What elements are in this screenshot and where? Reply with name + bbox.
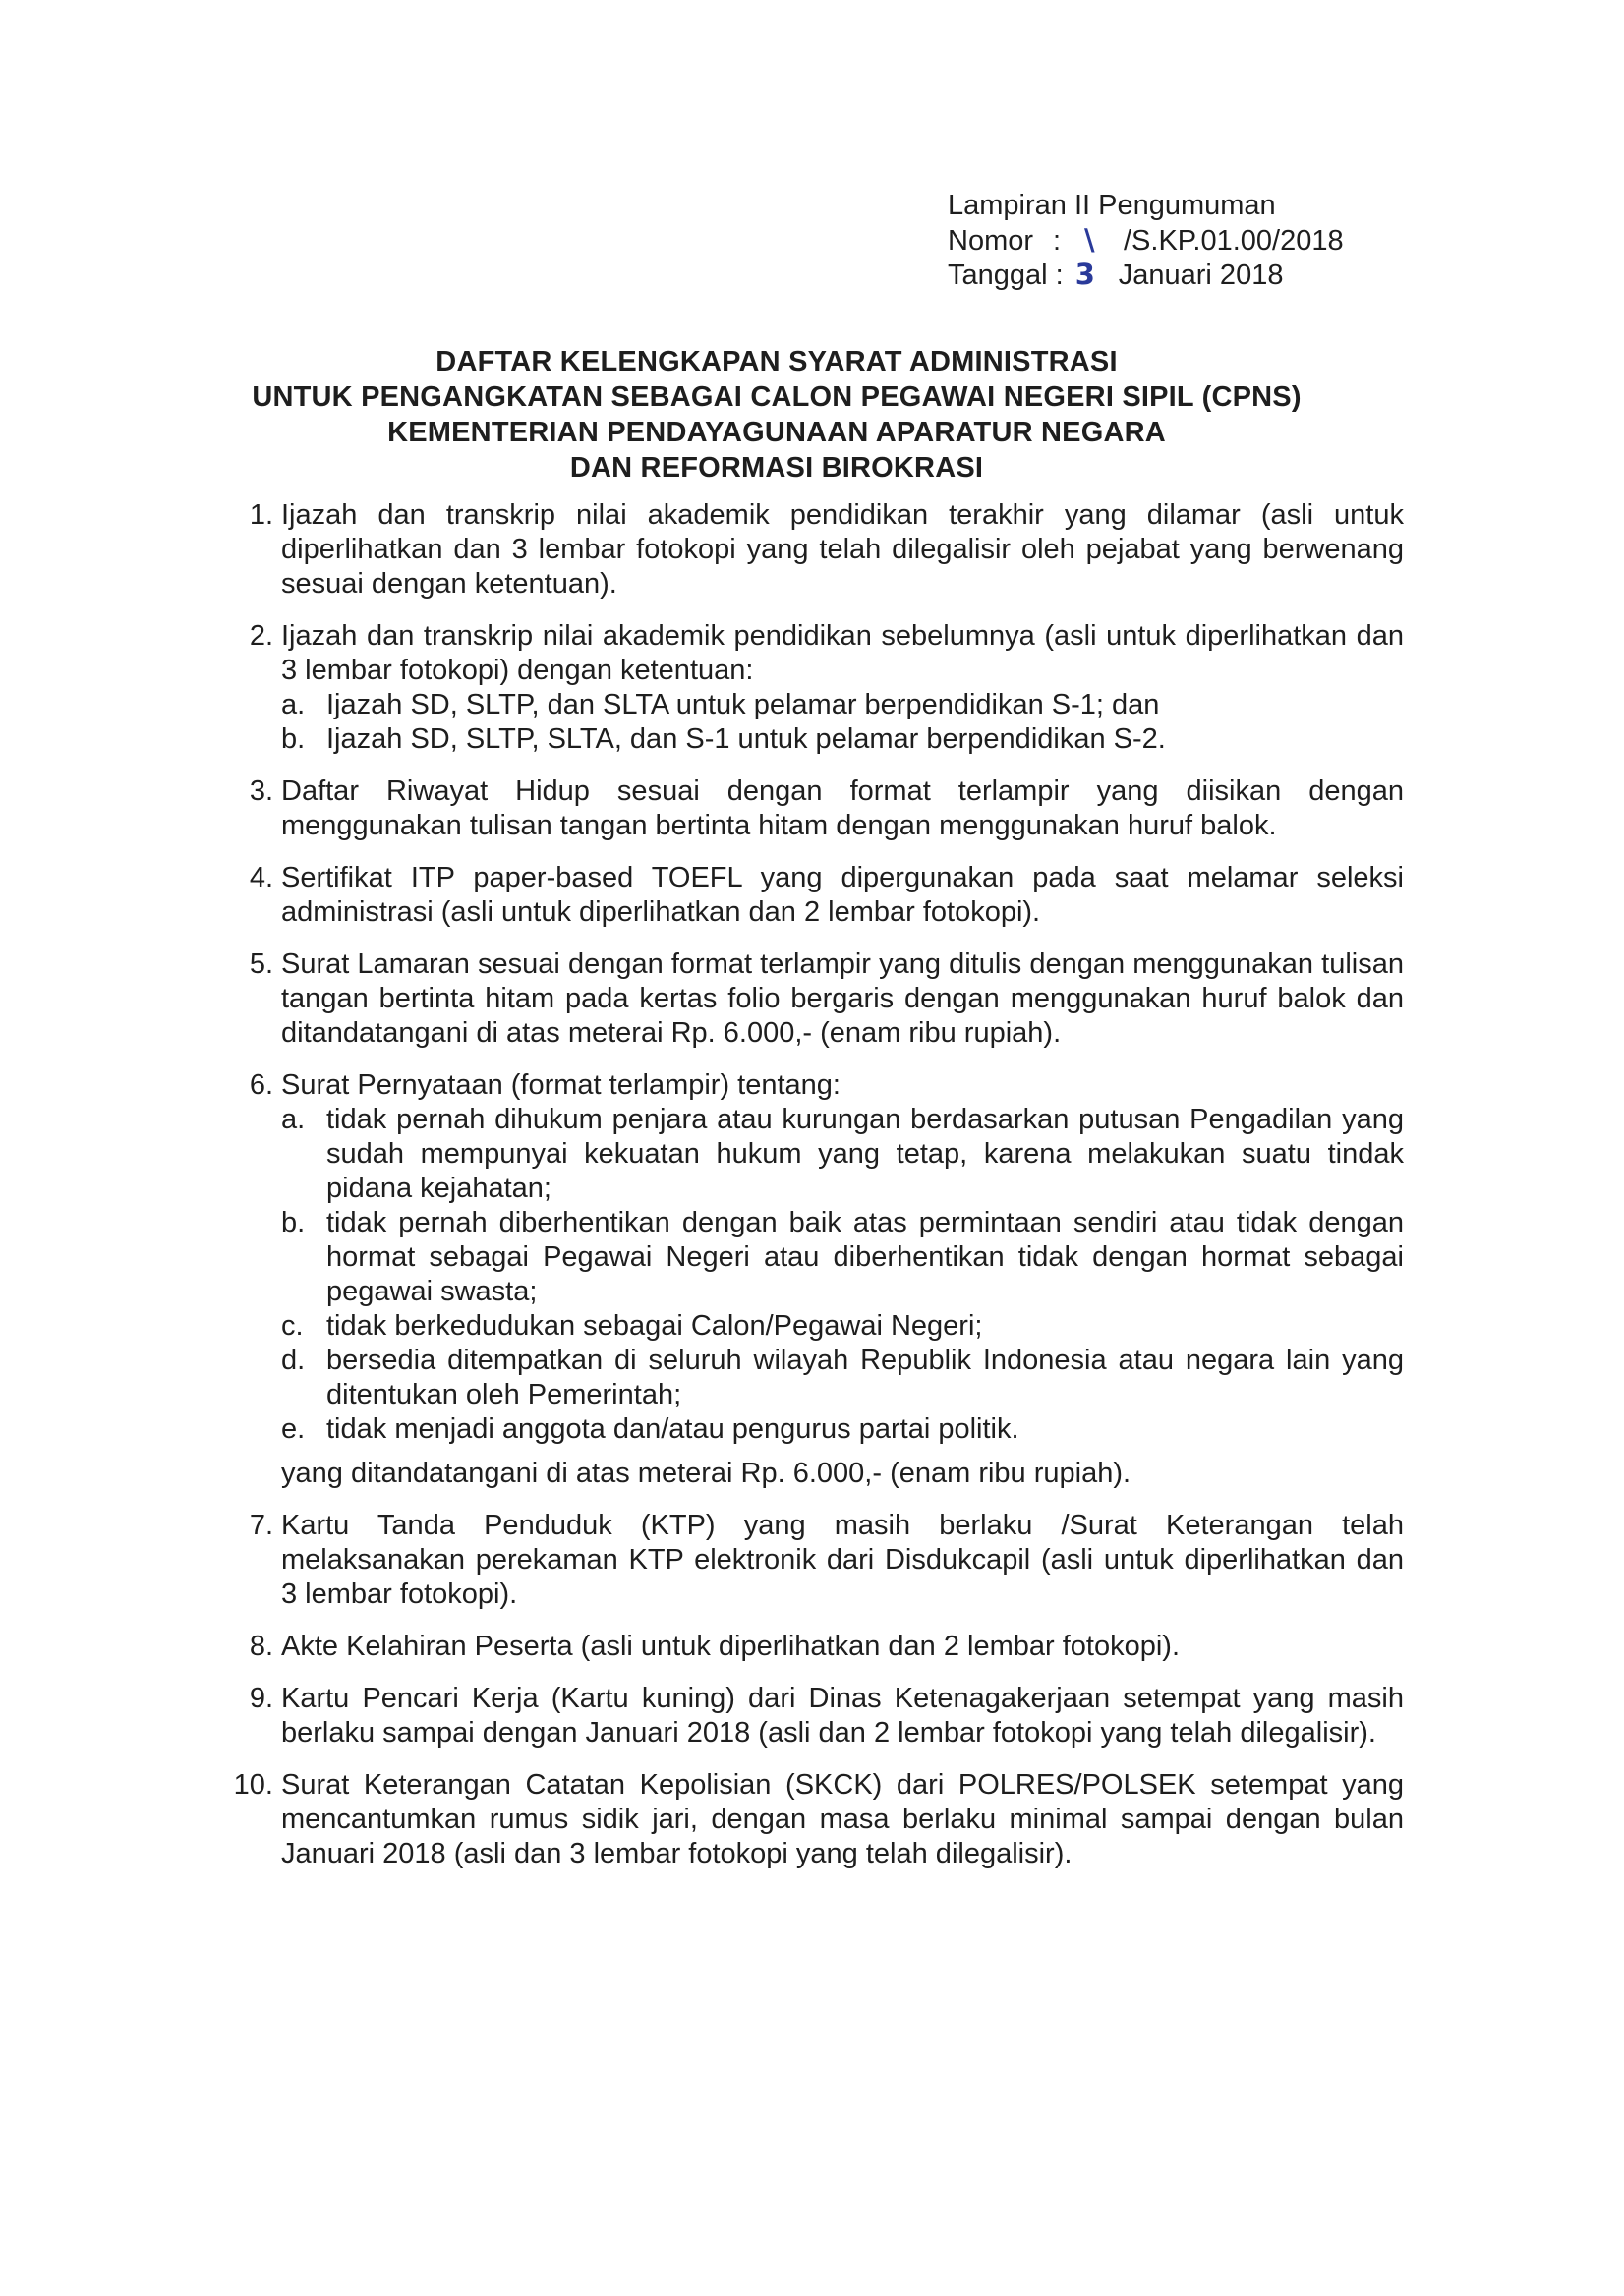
item-text: Ijazah dan transkrip nilai akademik pendidikan terakhir yang dilamar (asli untuk diperlihatkan dan 3 lembar fotokopi yang telah dilegalisir oleh pejabat yang berwenang sesuai dengan ketentuan). (281, 499, 1404, 600)
item-number: 10. (233, 1769, 273, 1801)
item-note: yang ditandatangani di atas meterai Rp. 6.000,- (enam ribu rupiah). (281, 1458, 1131, 1489)
sub-item-letter: c. (281, 1310, 304, 1342)
list-item (234, 498, 1404, 602)
list-item (234, 1630, 1404, 1664)
tanggal-label: Tanggal : (948, 259, 1064, 291)
title-line: KEMENTERIAN PENDAYAGUNAAN APARATUR NEGARA (387, 417, 1166, 448)
item-number: 1. (249, 499, 273, 531)
item-text: Kartu Tanda Penduduk (KTP) yang masih berlaku /Surat Keterangan telah melaksanakan perekaman KTP elektronik dari Disdukcapil (asli untuk diperlihatkan dan 3 lembar fotokopi). (281, 1510, 1404, 1610)
sub-item-letter: b. (281, 1207, 306, 1238)
sub-item-letter: a. (281, 1104, 306, 1135)
list-item (234, 861, 1404, 930)
sub-item-text: Ijazah SD, SLTP, SLTA, dan S-1 untuk pelamar berpendidikan S-2. (326, 723, 1166, 755)
list-item (234, 619, 1404, 757)
sub-item-text: tidak berkedudukan sebagai Calon/Pegawai Negeri; (326, 1310, 983, 1342)
tanggal-handwritten: 3 (1074, 258, 1095, 291)
list-item (234, 1682, 1404, 1751)
item-text: Akte Kelahiran Peserta (asli untuk diperlihatkan dan 2 lembar fotokopi). (281, 1631, 1181, 1662)
sub-item (281, 1206, 1404, 1309)
item-text: Ijazah dan transkrip nilai akademik pendidikan sebelumnya (asli untuk diperlihatkan dan 3 lembar fotokopi) dengan ketentuan: (281, 620, 1404, 686)
sub-item-letter: e. (281, 1413, 306, 1445)
item-number: 6. (249, 1069, 273, 1101)
list-item (234, 1068, 1404, 1491)
nomor-value: /S.KP.01.00/2018 (1124, 225, 1344, 257)
nomor-handwritten: \ (1084, 223, 1095, 257)
sub-item-letter: d. (281, 1345, 306, 1376)
list-item (234, 1509, 1404, 1612)
item-number: 3. (249, 775, 273, 807)
sub-item-text: bersedia ditempatkan di seluruh wilayah Republik Indonesia atau negara lain yang ditentukan oleh Pemerintah; (326, 1345, 1404, 1410)
sub-item-letter: b. (281, 723, 306, 755)
requirements-list (234, 498, 1404, 1889)
title-line: UNTUK PENGANGKATAN SEBAGAI CALON PEGAWAI NEGERI SIPIL (CPNS) (252, 381, 1302, 413)
item-text: Daftar Riwayat Hidup sesuai dengan format terlampir yang diisikan dengan menggunakan tulisan tangan bertinta hitam dengan menggunakan huruf balok. (281, 775, 1404, 841)
item-text: Surat Lamaran sesuai dengan format terlampir yang ditulis dengan menggunakan tulisan tangan bertinta hitam pada kertas folio bergaris dengan menggunakan huruf balok dan ditandatangani di atas meterai Rp. 6.000,- (enam ribu rupiah). (281, 948, 1404, 1049)
sub-item-text: tidak pernah diberhentikan dengan baik atas permintaan sendiri atau tidak dengan hormat sebagai Pegawai Negeri atau diberhentikan tidak dengan hormat sebagai pegawai swasta; (326, 1207, 1404, 1307)
sub-item-text: tidak menjadi anggota dan/atau pengurus partai politik. (326, 1413, 1019, 1445)
item-text: Sertifikat ITP paper-based TOEFL yang dipergunakan pada saat melamar seleksi administrasi (asli untuk diperlihatkan dan 2 lembar fotokopi). (281, 862, 1404, 928)
list-item (234, 775, 1404, 843)
item-number: 7. (249, 1510, 273, 1541)
nomor-colon: : (1053, 225, 1062, 257)
item-text: Surat Keterangan Catatan Kepolisian (SKCK) dari POLRES/POLSEK setempat yang mencantumkan rumus sidik jari, dengan masa berlaku minimal sampai dengan bulan Januari 2018 (asli dan 3 lembar fotokopi yang telah dilegalisir). (281, 1769, 1404, 1869)
list-item (234, 1768, 1404, 1871)
item-text: Surat Pernyataan (format terlampir) tentang: (281, 1069, 841, 1101)
title-line: DAFTAR KELENGKAPAN SYARAT ADMINISTRASI (435, 346, 1118, 377)
reference-block (948, 189, 1344, 292)
sub-item (281, 688, 1404, 722)
reference-lampiran: Lampiran II Pengumuman (948, 190, 1276, 221)
sub-item-text: tidak pernah dihukum penjara atau kurungan berdasarkan putusan Pengadilan yang sudah mempunyai kekuatan hukum yang tetap, karena melakukan suatu tindak pidana kejahatan; (326, 1104, 1404, 1204)
sub-item-text: Ijazah SD, SLTP, dan SLTA untuk pelamar berpendidikan S-1; dan (326, 689, 1160, 720)
tanggal-value: Januari 2018 (1118, 259, 1284, 291)
item-number: 5. (249, 948, 273, 980)
item-number: 4. (249, 862, 273, 893)
list-item (234, 947, 1404, 1051)
reference-tanggal (948, 258, 1344, 292)
item-number: 2. (249, 620, 273, 652)
sub-item (281, 1309, 1404, 1344)
title-line: DAN REFORMASI BIROKRASI (569, 452, 984, 484)
item-number: 9. (249, 1683, 273, 1714)
sub-item (281, 722, 1404, 757)
document-title (157, 344, 1396, 486)
nomor-label: Nomor (948, 225, 1034, 257)
sub-item-letter: a. (281, 689, 306, 720)
sub-item (281, 1103, 1404, 1206)
reference-nomor (948, 223, 1344, 258)
sub-item (281, 1412, 1404, 1447)
sub-item (281, 1344, 1404, 1412)
item-number: 8. (249, 1631, 273, 1662)
item-text: Kartu Pencari Kerja (Kartu kuning) dari Dinas Ketenagakerjaan setempat yang masih berlaku sampai dengan Januari 2018 (asli dan 2 lembar fotokopi yang telah dilegalisir). (281, 1683, 1404, 1749)
